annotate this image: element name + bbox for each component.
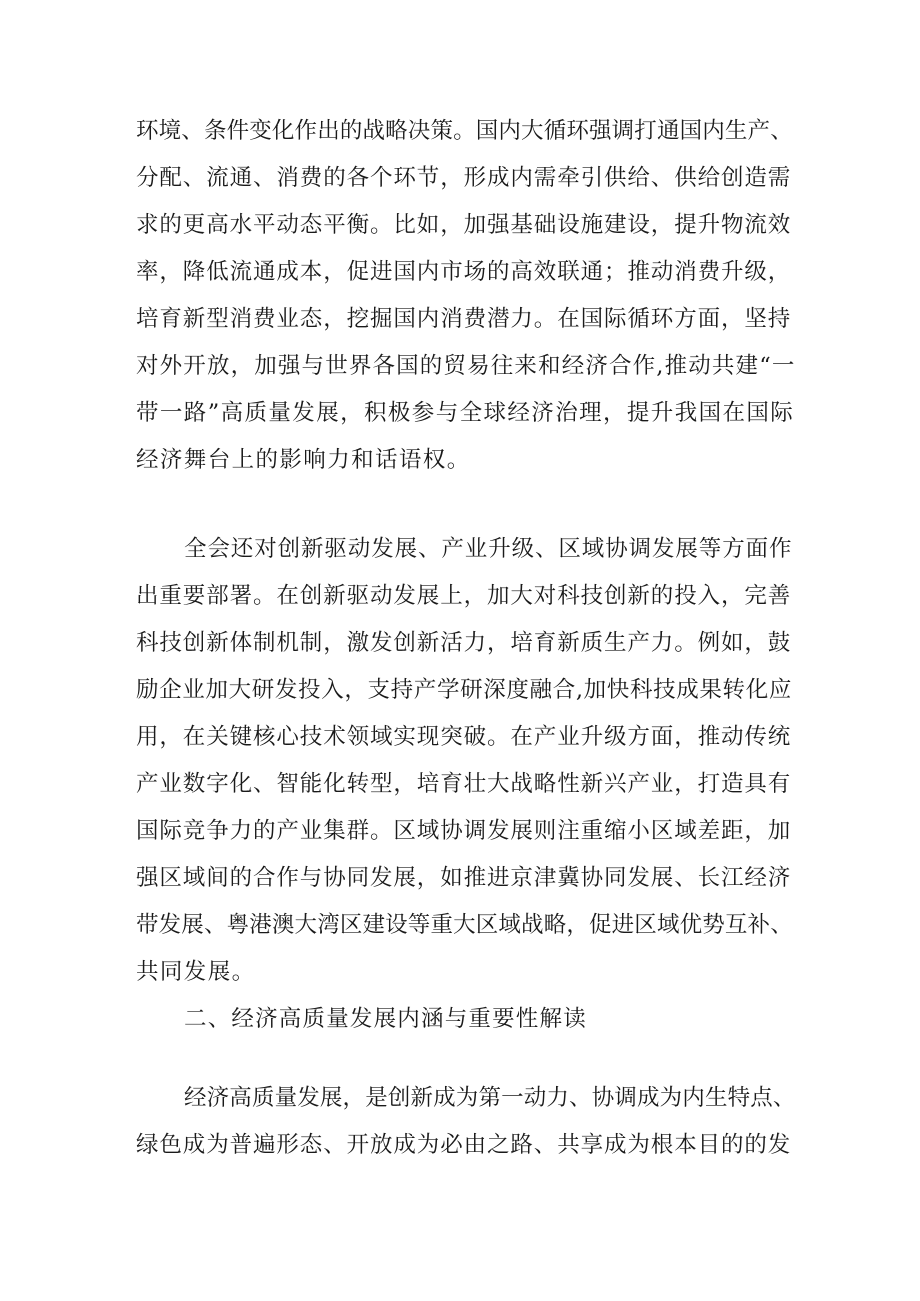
paragraph-line: 科技创新体制机制，激发创新活力，培育新质生产力。例如，鼓 xyxy=(136,630,792,656)
paragraph-line: 培育新型消费业态，挖掘国内消费潜力。在国际循环方面，坚持 xyxy=(136,306,792,332)
paragraph-line: 国际竞争力的产业集群。区域协调发展则注重缩小区域差距，加 xyxy=(136,818,792,844)
paragraph-line: 励企业加大研发投入，支持产学研深度融合,加快科技成果转化应 xyxy=(136,677,793,703)
paragraph-line: 出重要部署。在创新驱动发展上，加大对科技创新的投入，完善 xyxy=(136,583,792,609)
paragraph-line: 绿色成为普遍形态、开放成为必由之路、共享成为根本目的的发 xyxy=(136,1132,792,1158)
paragraph-line: 带发展、粤港澳大湾区建设等重大区域战略，促进区域优势互补、 xyxy=(136,912,793,938)
paragraph-line: 全会还对创新驱动发展、产业升级、区域协调发展等方面作 xyxy=(184,536,793,562)
paragraph-line: 率，降低流通成本，促进国内市场的高效联通；推动消费升级， xyxy=(136,259,792,285)
paragraph-line: 求的更高水平动态平衡。比如，加强基础设施建设，提升物流效 xyxy=(136,212,792,238)
paragraph-line: 经济高质量发展，是创新成为第一动力、协调成为内生特点、 xyxy=(184,1085,796,1111)
paragraph-line: 带一路”高质量发展，积极参与全球经济治理，提升我国在国际 xyxy=(136,400,795,426)
paragraph-line: 对外开放，加强与世界各国的贸易往来和经济合作,推动共建“一 xyxy=(136,353,796,379)
paragraph-line: 经济舞台上的影响力和话语权。 xyxy=(136,447,471,473)
paragraph-line: 强区域间的合作与协同发展，如推进京津冀协同发展、长江经济 xyxy=(136,865,792,891)
paragraph-line: 分配、流通、消费的各个环节，形成内需牵引供给、供给创造需 xyxy=(136,165,792,191)
paragraph-line: 共同发展。 xyxy=(136,959,256,985)
paragraph-line: 产业数字化、智能化转型，培育壮大战略性新兴产业，打造具有 xyxy=(136,771,792,797)
paragraph-line: 环境、条件变化作出的战略决策。国内大循环强调打通国内生产、 xyxy=(136,118,793,144)
paragraph-line: 用，在关键核心技术领域实现突破。在产业升级方面，推动传统 xyxy=(136,724,792,750)
section-heading: 二、经济高质量发展内涵与重要性解读 xyxy=(184,1006,587,1032)
